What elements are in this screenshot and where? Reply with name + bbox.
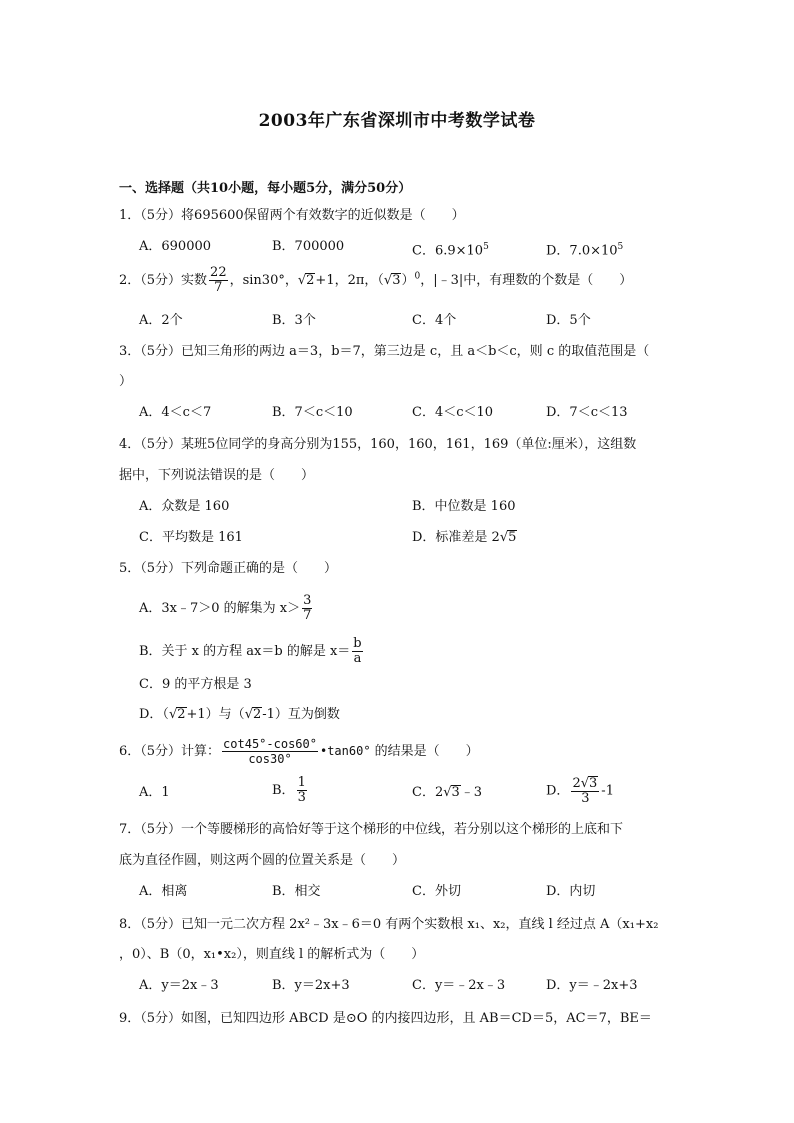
q6-b-fraction bbox=[297, 776, 307, 805]
question-1-option-b: B．700000 bbox=[272, 239, 345, 254]
q2-mid: ，sin30°， bbox=[229, 273, 298, 288]
q5-b-fraction bbox=[352, 637, 362, 666]
question-6-option-c bbox=[412, 784, 482, 802]
question-6-stem bbox=[119, 737, 479, 766]
q5-b-den: a bbox=[353, 651, 362, 666]
q5-a-fraction bbox=[302, 594, 312, 623]
question-9-line-1: 9．（5分）如图，已知四边形 ABCD 是⊙O 的内接四边形，且 AB＝CD＝5，AC＝7，BE＝ bbox=[119, 1011, 652, 1026]
question-2-option-d: D．5个 bbox=[546, 313, 591, 328]
q6-d-sqrt: 3 bbox=[589, 776, 598, 791]
q2-mid3: ） bbox=[401, 273, 415, 288]
q5-d-mid: +1）与（ bbox=[186, 707, 245, 722]
q5-a-den: 7 bbox=[303, 608, 312, 623]
question-7-option-b: B．相交 bbox=[272, 884, 321, 899]
question-1-stem: 1．（5分）将695600保留两个有效数字的近似数是（ ） bbox=[119, 208, 465, 223]
q6-fraction bbox=[222, 737, 318, 766]
question-8-option-c: C．y＝﹣2x﹣3 bbox=[412, 978, 506, 993]
question-7-line-2: 底为直径作圆，则这两个圆的位置关系是（ ） bbox=[119, 853, 406, 868]
question-2-stem bbox=[119, 266, 632, 295]
question-8-option-b: B．y＝2x+3 bbox=[272, 978, 350, 993]
option-d-base: D．7.0×10 bbox=[546, 243, 618, 259]
question-2-option-a: A．2个 bbox=[139, 313, 183, 328]
question-8-line-1: 8．（5分）已知一元二次方程 2x²﹣3x﹣6＝0 有两个实数根 x₁、x₂，直线 l 经过点 A（x₁+x₂ bbox=[119, 917, 659, 932]
question-3-option-d: D．7＜c＜13 bbox=[546, 405, 628, 420]
radical-icon: √ bbox=[580, 776, 590, 791]
q6-d-pre: D． bbox=[546, 783, 570, 799]
radical-icon: √ bbox=[297, 273, 307, 288]
q5-b-num: b bbox=[353, 636, 362, 651]
question-7-option-c: C．外切 bbox=[412, 884, 461, 899]
question-6-option-a: A．1 bbox=[139, 785, 170, 800]
question-8-line-2: ，0）、B（0，x₁•x₂），则直线 l 的解析式为（ ） bbox=[119, 947, 425, 962]
q6-num: cot45°-cos60° bbox=[223, 737, 317, 751]
q2-sqrt-b: 3 bbox=[392, 273, 401, 288]
question-1-option-d bbox=[546, 238, 623, 260]
q4-d-text: D．标准差是 2 bbox=[412, 530, 500, 545]
radical-icon: √ bbox=[244, 707, 253, 722]
q6-post-mono: •tan60° bbox=[319, 744, 371, 758]
question-3-line-2: ） bbox=[119, 374, 133, 389]
radical-icon: √ bbox=[499, 530, 509, 545]
question-6-option-d bbox=[546, 776, 614, 806]
radical-icon: √ bbox=[168, 707, 178, 722]
q6-den: cos30° bbox=[248, 752, 292, 766]
page-title: 2003年广东省深圳市中考数学试卷 bbox=[258, 111, 536, 131]
q4-d-sqrt: 5 bbox=[508, 530, 517, 545]
q6-c-sqrt: 3 bbox=[451, 785, 460, 800]
question-1-option-c bbox=[412, 238, 489, 260]
option-d-exponent: 5 bbox=[617, 242, 624, 252]
question-3-option-a: A．4＜c＜7 bbox=[139, 405, 212, 420]
q5-d-sqrt-2: 2 bbox=[252, 707, 262, 722]
question-7-option-a: A．相离 bbox=[139, 884, 188, 899]
q2-frac-den: 7 bbox=[214, 280, 223, 295]
q6-c-post: ﹣3 bbox=[460, 785, 483, 800]
q5-d-pre: D．（ bbox=[139, 707, 169, 722]
question-3-option-b: B．7＜c＜10 bbox=[272, 405, 353, 420]
question-1-option-a: A．690000 bbox=[139, 239, 212, 254]
question-5-option-a bbox=[139, 594, 314, 623]
question-2-option-c: C．4个 bbox=[412, 313, 457, 328]
question-5-option-c: C．9 的平方根是 3 bbox=[139, 677, 252, 692]
q6-d-den: 3 bbox=[581, 791, 590, 806]
radical-icon: √ bbox=[443, 785, 452, 800]
question-4-option-c: C．平均数是 161 bbox=[139, 530, 243, 545]
q6-c-pre: C．2 bbox=[412, 785, 444, 800]
question-3-line-1: 3．（5分）已知三角形的两边 a＝3，b＝7，第三边是 c，且 a＜b＜c，则 c 的取值范围是（ bbox=[119, 344, 650, 359]
question-7-line-1: 7．（5分）一个等腰梯形的高恰好等于这个梯形的中位线，若分别以这个梯形的上底和下 bbox=[119, 822, 624, 837]
q2-frac-num: 22 bbox=[210, 265, 227, 280]
question-4-line-2: 据中，下列说法错误的是（ ） bbox=[119, 468, 315, 483]
q2-sqrt-a: 2 bbox=[306, 273, 315, 288]
question-5-stem: 5．（5分）下列命题正确的是（ ） bbox=[119, 561, 338, 576]
question-4-option-a: A．众数是 160 bbox=[139, 499, 230, 514]
q2-pre: 2．（5分）实数 bbox=[119, 273, 208, 288]
q2-mid2: +1，2π，（ bbox=[315, 273, 384, 288]
q6-d-post: -1 bbox=[601, 783, 614, 799]
q6-post: 的结果是（ ） bbox=[370, 744, 479, 759]
q6-d-num bbox=[571, 776, 599, 792]
question-7-option-d: D．内切 bbox=[546, 884, 596, 899]
q6-pre: 6．（5分）计算： bbox=[119, 744, 221, 759]
q2-fraction bbox=[209, 266, 228, 295]
section-heading: 一、选择题（共10小题，每小题5分，满分50分） bbox=[119, 181, 412, 196]
q5-d-post: -1）互为倒数 bbox=[262, 707, 340, 722]
q5-a-text: A．3x﹣7＞0 的解集为 x＞ bbox=[139, 601, 301, 616]
q5-a-num: 3 bbox=[303, 593, 312, 608]
question-6-option-b bbox=[272, 776, 309, 805]
question-5-option-b bbox=[139, 637, 365, 666]
q5-d-sqrt-1: 2 bbox=[177, 707, 186, 722]
question-8-option-d: D．y＝﹣2x+3 bbox=[546, 978, 638, 993]
option-c-base: C．6.9×10 bbox=[412, 243, 484, 259]
q6-b-num: 1 bbox=[297, 775, 306, 790]
q6-d-num-pre: 2 bbox=[572, 776, 581, 791]
q6-b-den: 3 bbox=[297, 790, 306, 805]
question-4-option-d bbox=[412, 529, 517, 547]
radical-icon: √ bbox=[383, 273, 393, 288]
question-3-option-c: C．4＜c＜10 bbox=[412, 405, 494, 420]
option-c-exponent: 5 bbox=[483, 242, 489, 252]
q2-exponent: 0 bbox=[414, 271, 421, 282]
q6-b-text: B． bbox=[272, 783, 295, 798]
q6-d-fraction bbox=[571, 776, 599, 806]
question-5-option-d bbox=[139, 706, 340, 724]
question-8-option-a: A．y＝2x﹣3 bbox=[139, 978, 219, 993]
q5-b-text: B．关于 x 的方程 ax＝b 的解是 x＝ bbox=[139, 644, 351, 659]
question-4-option-b: B．中位数是 160 bbox=[412, 499, 516, 514]
q2-post: ，|﹣3|中，有理数的个数是（ ） bbox=[420, 273, 633, 288]
question-2-option-b: B．3个 bbox=[272, 313, 316, 328]
question-4-line-1: 4．（5分）某班5位同学的身高分别为155，160，160，161，169（单位:厘米），这组数 bbox=[119, 437, 637, 452]
